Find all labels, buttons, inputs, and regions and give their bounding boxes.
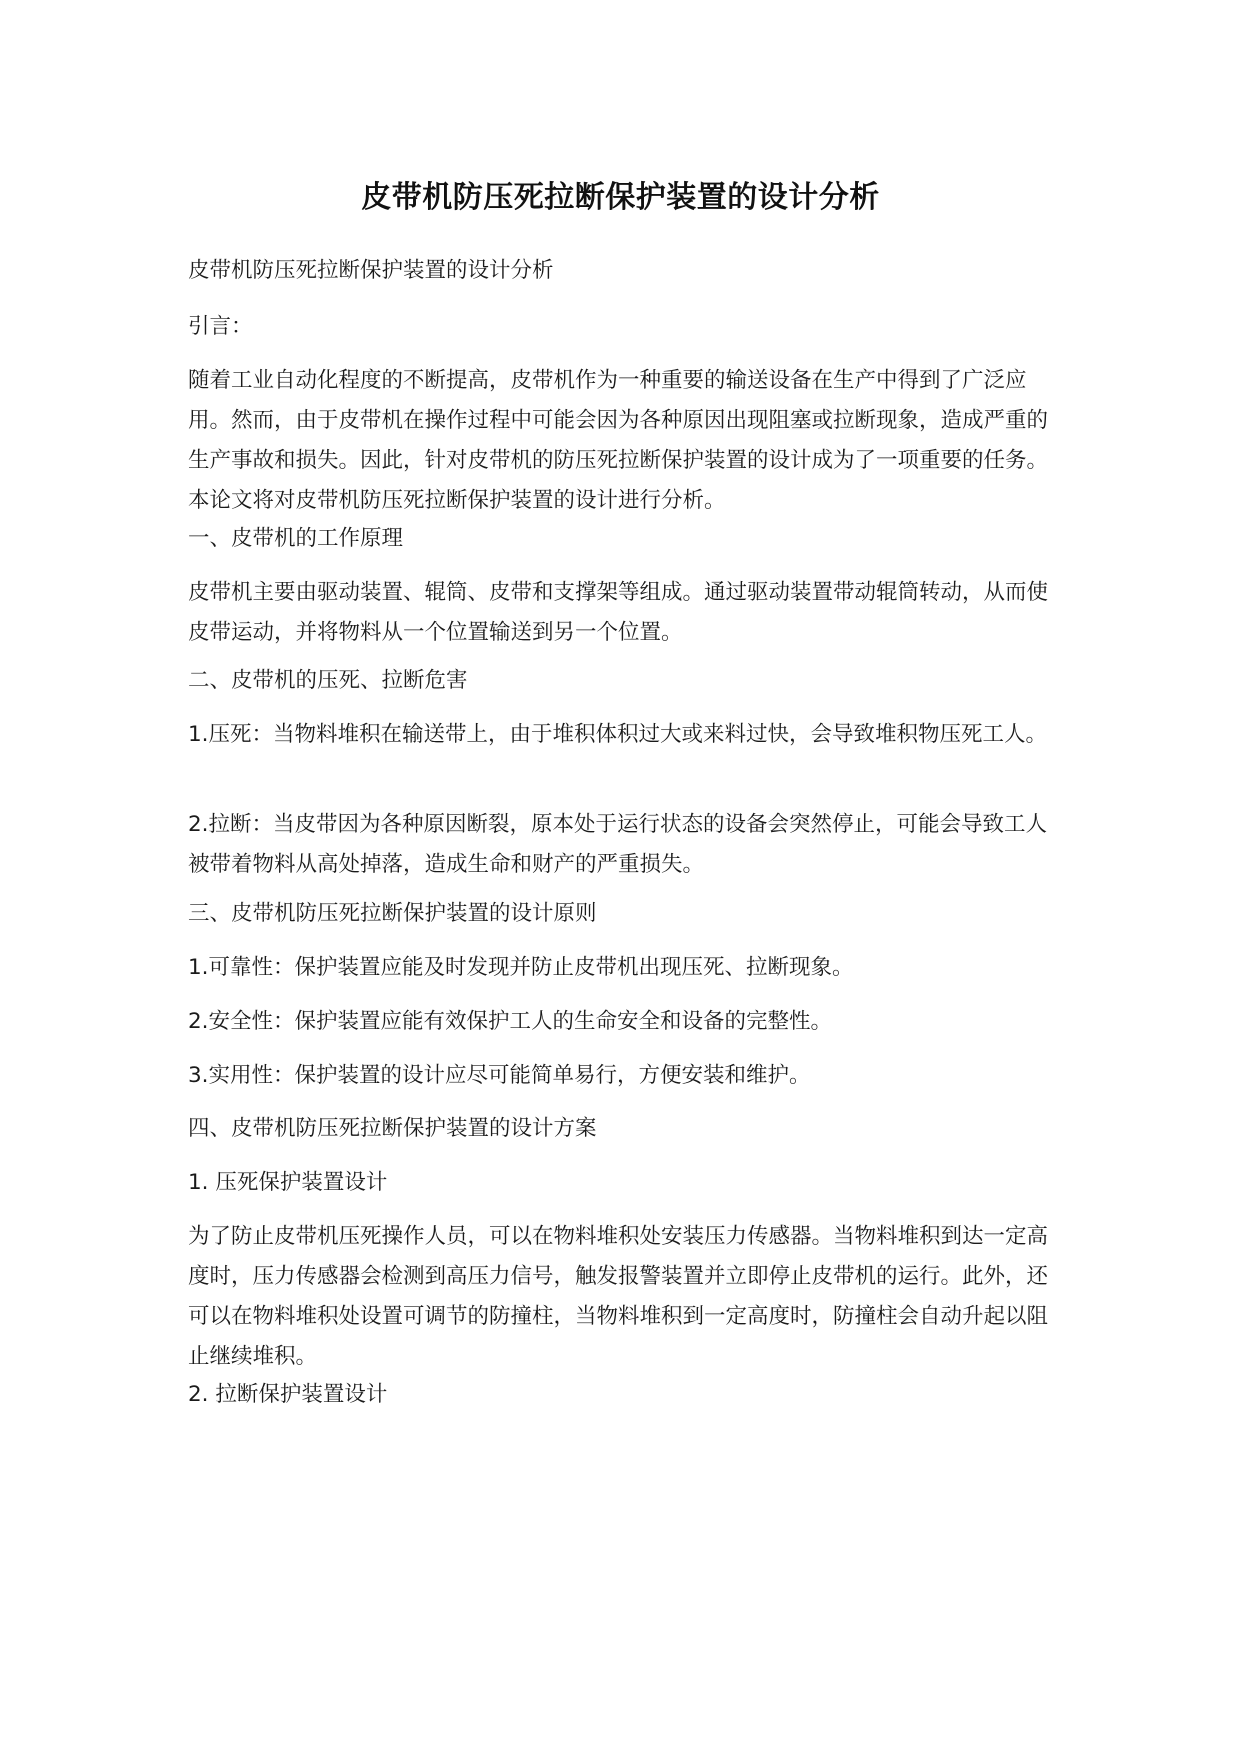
section-4-sub-2-heading: 2. 拉断保护装置设计 xyxy=(188,1382,388,1407)
section-4-heading: 四、皮带机防压死拉断保护装置的设计方案 xyxy=(188,1116,597,1141)
section-3-item-2: 2.安全性：保护装置应能有效保护工人的生命安全和设备的完整性。 xyxy=(188,1009,833,1034)
section-3-item-1: 1.可靠性：保护装置应能及时发现并防止皮带机出现压死、拉断现象。 xyxy=(188,955,854,980)
intro-paragraph: 随着工业自动化程度的不断提高，皮带机作为一种重要的输送设备在生产中得到了广泛应用。然而，由于皮带机在操作过程中可能会因为各种原因出现阻塞或拉断现象，造成严重的生产事故和损失。因此，针对皮带机的防压死拉断保护装置的设计成为了一项重要的任务。本论文将对皮带机防压死拉断保护装置的设计进行分析。 xyxy=(188,368,1049,513)
section-1-heading: 一、皮带机的工作原理 xyxy=(188,526,404,551)
section-4-sub-1-heading: 1. 压死保护装置设计 xyxy=(188,1170,388,1195)
section-1-paragraph: 皮带机主要由驱动装置、辊筒、皮带和支撑架等组成。通过驱动装置带动辊筒转动，从而使皮带运动，并将物料从一个位置输送到另一个位置。 xyxy=(188,580,1049,645)
section-2-item-2: 2.拉断：当皮带因为各种原因断裂，原本处于运行状态的设备会突然停止，可能会导致工人被带着物料从高处掉落，造成生命和财产的严重损失。 xyxy=(188,812,1048,877)
section-2-item-1: 1.压死：当物料堆积在输送带上，由于堆积体积过大或来料过快，会导致堆积物压死工人。 xyxy=(188,722,1048,747)
section-4-sub-1-paragraph: 为了防止皮带机压死操作人员，可以在物料堆积处安装压力传感器。当物料堆积到达一定高度时，压力传感器会检测到高压力信号，触发报警装置并立即停止皮带机的运行。此外，还可以在物料堆积处设置可调节的防撞柱，当物料堆积到一定高度时，防撞柱会自动升起以阻止继续堆积。 xyxy=(188,1224,1049,1369)
section-2-heading: 二、皮带机的压死、拉断危害 xyxy=(188,668,468,693)
document-title: 皮带机防压死拉断保护装置的设计分析 xyxy=(361,180,880,215)
document-subtitle: 皮带机防压死拉断保护装置的设计分析 xyxy=(188,258,554,283)
section-3-item-3: 3.实用性：保护装置的设计应尽可能简单易行，方便安装和维护。 xyxy=(188,1063,811,1088)
intro-heading: 引言： xyxy=(188,314,253,339)
section-3-heading: 三、皮带机防压死拉断保护装置的设计原则 xyxy=(188,901,597,926)
